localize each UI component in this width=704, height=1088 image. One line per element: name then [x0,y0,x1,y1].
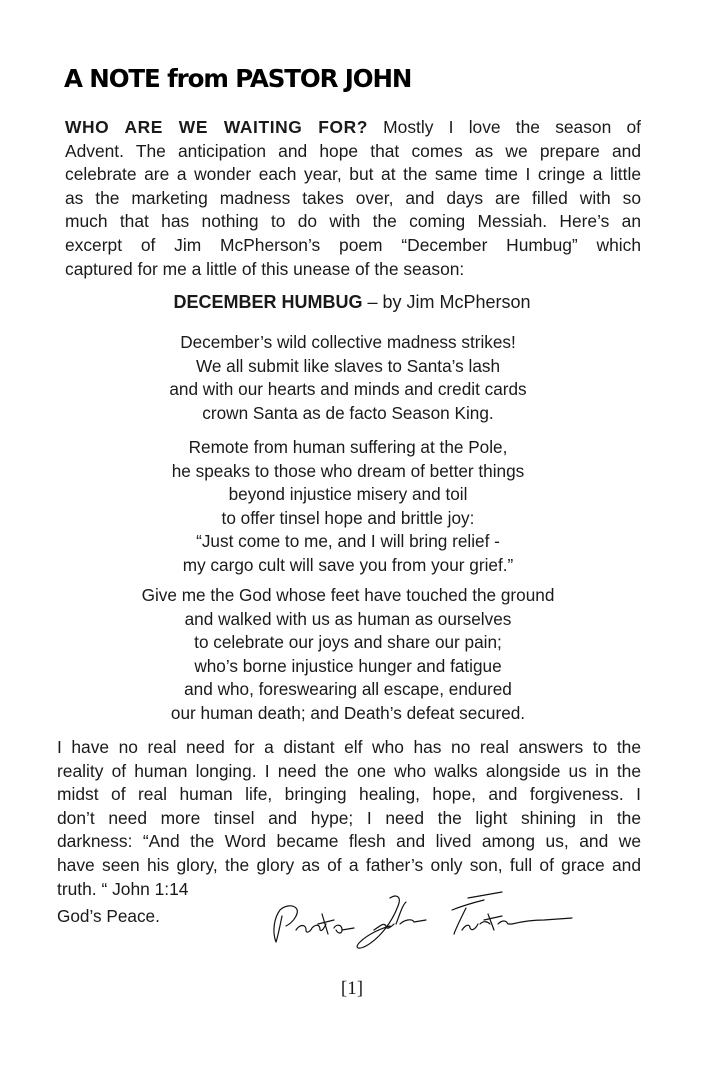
closing-line: reality of human longing. I need the one who walks alongside us in the [57,760,641,781]
signature-stroke [357,896,426,948]
poem-line: my cargo cult will save you from your grief.” [182,554,514,575]
poem-stanza [0,331,696,425]
poem-line: beyond injustice misery and toil [228,484,468,504]
poem-stanza [0,436,696,577]
poem-line: “Just come to me, and I will bring relief - [196,531,500,551]
intro-line: captured for me a little of this unease of the season: [65,258,465,279]
intro-line: Advent. The anticipation and hope that comes as we prepare and [65,140,641,161]
poem-line: to offer tinsel hope and brittle joy: [221,507,475,528]
poem-line: who’s borne injustice hunger and fatigue [194,655,502,676]
poem-line: to celebrate our joys and share our pain; [194,632,502,652]
poem-line: and who, foreswearing all escape, endured [184,679,512,699]
poem-title-text: DECEMBER HUMBUG [173,292,363,312]
closing-line: darkness: “And the Word became flesh and lived among us, and we [57,831,641,852]
closing-line: have seen his glory, the glory as of a father’s only son, full of grace and [57,854,641,875]
page-number: [1] [340,978,364,999]
poem-stanza [0,584,696,725]
poem-line: our human death; and Death’s defeat secured. [170,702,526,723]
closing-line: midst of real human life, bringing healing, hope, and forgiveness. I [57,784,641,805]
poem-line: Give me the God whose feet have touched the ground [141,585,555,605]
poem-byline: – by Jim McPherson [362,292,531,312]
intro-line: WHO ARE WE WAITING FOR? Mostly I love the season of [65,117,641,137]
intro-lead: WHO ARE WE WAITING FOR? [65,117,368,137]
signature-stroke [452,900,572,934]
signature-stroke [342,928,354,930]
signoff: God’s Peace. [57,906,160,926]
poem-line: and with our hearts and minds and credit cards [169,379,527,399]
poem-line: he speaks to those who dream of better things [171,460,525,481]
poem-line: We all submit like slaves to Santa’s lash [195,355,501,376]
intro-line: celebrate are a wonder each year, but at the same time I cringe a little [65,164,641,185]
poem-line: December’s wild collective madness strikes! [180,332,516,352]
poem-title [0,292,704,313]
closing-line: I have no real need for a distant elf who has no real answers to the [57,737,641,757]
closing-paragraph [57,736,641,901]
intro-line: excerpt of Jim McPherson’s poem “December Humbug” which [65,234,641,255]
signature-stroke [468,892,502,898]
intro-line: much that has nothing to do with the coming Messiah. Here’s an [65,211,641,232]
poem-line: and walked with us as human as ourselves [184,608,512,629]
closing-line: don’t need more tinsel and hype; I need the light shining in the [57,807,641,828]
poem-line: Remote from human suffering at the Pole, [188,437,508,457]
signature-image [262,884,602,954]
poem-line: crown Santa as de facto Season King. [202,402,494,423]
closing-line: truth. “ John 1:14 [57,878,189,899]
page-title: A NOTE from PASTOR JOHN [64,64,412,93]
signature-stroke [296,914,342,934]
signature-stroke [274,906,297,942]
intro-line: as the marketing madness takes over, and days are filled with so [65,187,641,208]
intro-paragraph [65,116,641,281]
